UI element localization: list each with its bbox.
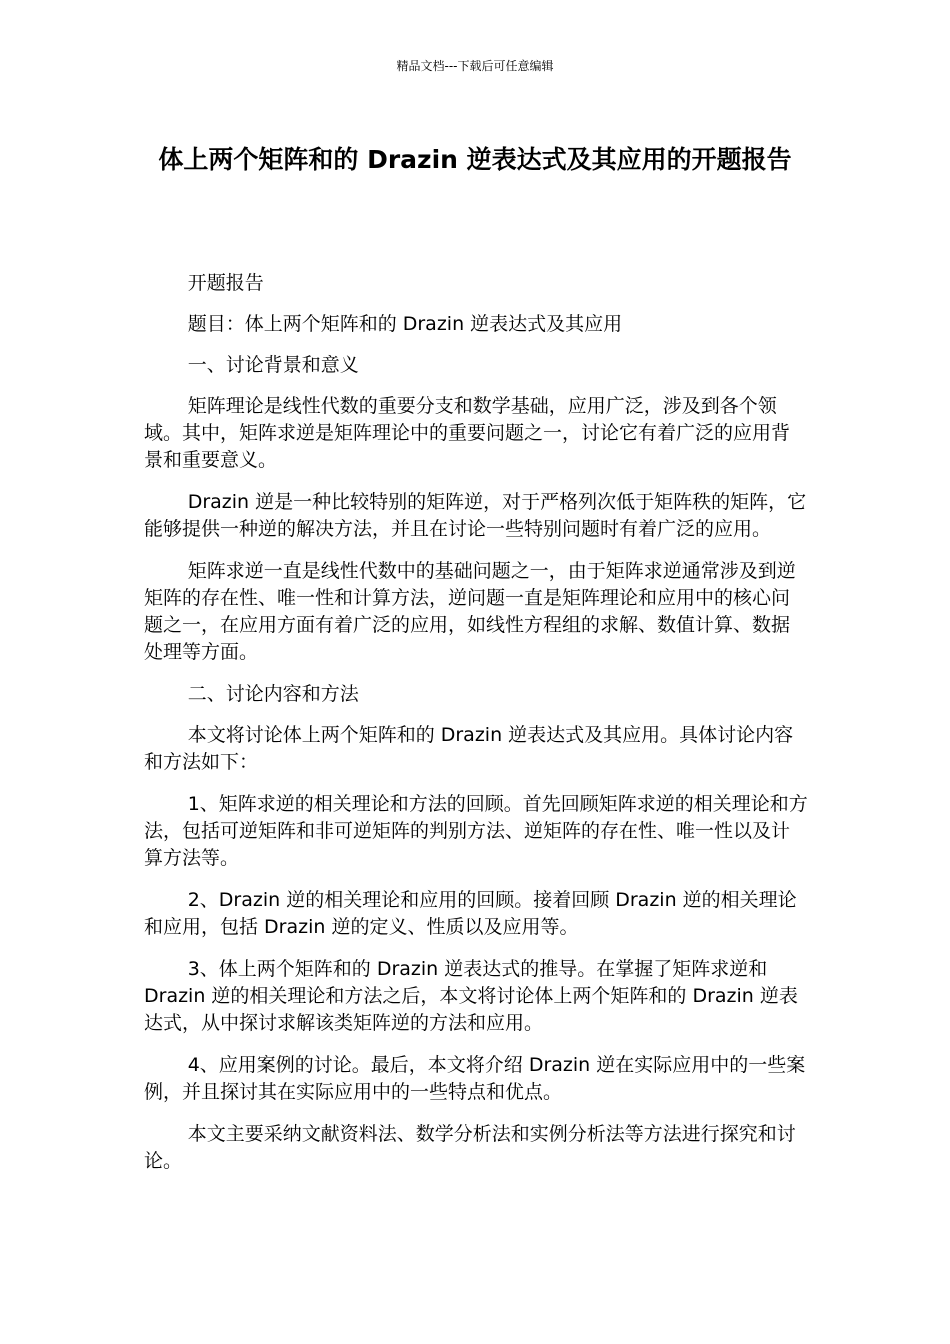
list-item: 2、Drazin 逆的相关理论和应用的回顾。接着回顾 Drazin 逆的相关理论和应用，包括 Drazin 逆的定义、性质以及应用等。 [144, 889, 797, 938]
paragraph: 本文将讨论体上两个矩阵和的 Drazin 逆表达式及其应用。具体讨论内容和方法如下： [144, 724, 794, 773]
paragraph: 本文主要采纳文献资料法、数学分析法和实例分析法等方法进行探究和讨论。 [144, 1123, 796, 1172]
document-body [144, 270, 808, 1190]
section-heading: 二、讨论内容和方法 [187, 683, 359, 705]
document-title: 体上两个矩阵和的 Drazin 逆表达式及其应用的开题报告 [158, 145, 792, 174]
section-label: 开题报告 [187, 272, 264, 294]
list-item: 3、体上两个矩阵和的 Drazin 逆表达式的推导。在掌握了矩阵求逆和 Drazin 逆的相关理论和方法之后，本文将讨论体上两个矩阵和的 Drazin 逆表达式，从中探讨求解该类矩阵逆的方法和应用。 [144, 958, 798, 1034]
list-item: 4、应用案例的讨论。最后，本文将介绍 Drazin 逆在实际应用中的一些案例，并且探讨其在实际应用中的一些特点和优点。 [144, 1054, 806, 1103]
paragraph: Drazin 逆是一种比较特别的矩阵逆，对于严格列次低于矩阵秩的矩阵，它能够提供一种逆的解决方法，并且在讨论一些特别问题时有着广泛的应用。 [144, 491, 807, 540]
section-heading: 一、讨论背景和意义 [187, 354, 359, 376]
topic-line: 题目：体上两个矩阵和的 Drazin 逆表达式及其应用 [187, 313, 623, 335]
list-item: 1、矩阵求逆的相关理论和方法的回顾。首先回顾矩阵求逆的相关理论和方法，包括可逆矩阵和非可逆矩阵的判别方法、逆矩阵的存在性、唯一性以及计算方法等。 [144, 793, 808, 869]
page-header: 精品文档---下载后可任意编辑 [396, 59, 554, 73]
paragraph: 矩阵理论是线性代数的重要分支和数学基础，应用广泛，涉及到各个领域。其中，矩阵求逆是矩阵理论中的重要问题之一，讨论它有着广泛的应用背景和重要意义。 [144, 395, 791, 471]
paragraph: 矩阵求逆一直是线性代数中的基础问题之一，由于矩阵求逆通常涉及到逆矩阵的存在性、唯一性和计算方法，逆问题一直是矩阵理论和应用中的核心问题之一，在应用方面有着广泛的应用，如线性方程组的求解、数值计算、数据处理等方面。 [144, 560, 796, 663]
